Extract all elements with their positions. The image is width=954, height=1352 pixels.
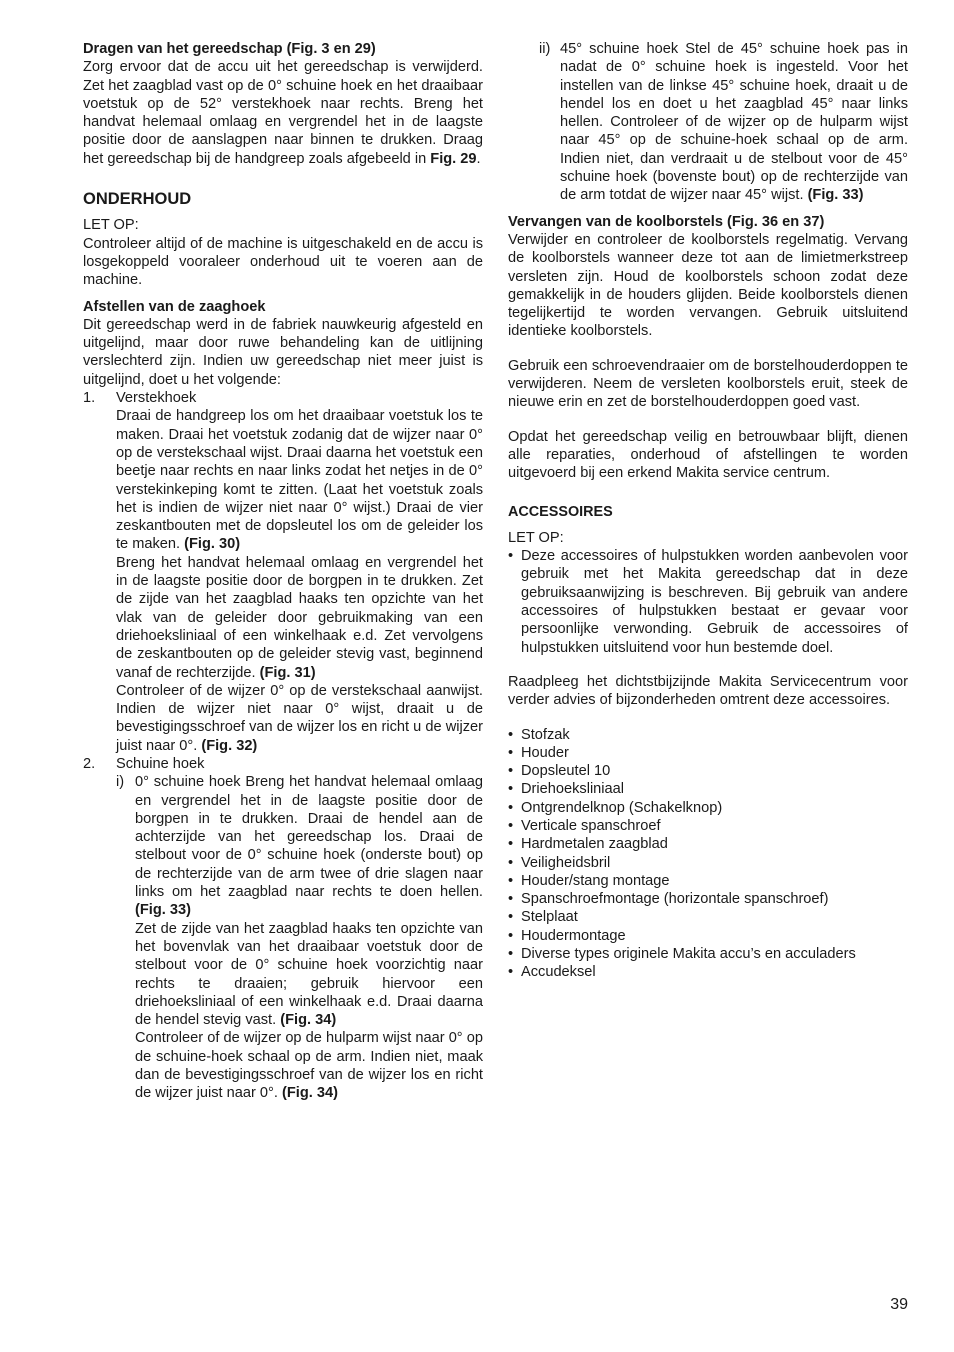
figure-ref: (Fig. 30) xyxy=(184,536,241,553)
figure-ref: (Fig. 33) xyxy=(807,187,864,204)
accessoires-warning: • Deze accessoires of hulpstukken worden aanbevolen voor gebruik met het Makita gereedschap dat in deze gebruiksaanwijzing is beschreven. Bij gebruik van andere accessoires of hulpstukken bestaat er gevaar voor persoonlijke verwonding. Gebruik de accessoires of hulpstukken uitsluitend voor hun bestemde doel. xyxy=(508,547,908,657)
paragraph-text: Controleer of de wijzer 0° op de verstekschaal aanwijst. Indien de wijzer niet naar 0° wijst, draait u de bevestigingsschroef van de wijzer los en richt u de wijzer juist naar 0°. xyxy=(116,682,483,754)
verstekhoek-paragraph-2 xyxy=(116,554,483,682)
sub-item-i xyxy=(83,773,483,1102)
dragen-text: Zorg ervoor dat de accu uit het gereedschap is verwijderd. Zet het zaagblad vast op de 0° schuine hoek en het draaibaar voetstuk op de 52° verstekhoek naar rechts. Breng het handvat helemaal omlaag en vergrendel het in de laagste positie door de aanslagpen naar binnen te drukken. Draag het gereedschap bij de handgreep zoals afgebeeld in xyxy=(83,59,483,167)
accessoires-warning-list xyxy=(508,547,908,657)
accessoires-intro: Raadpleeg het dichtstbijzijnde Makita Servicecentrum voor verder advies of bijzonderheden omtrent deze accessoires. xyxy=(508,673,908,709)
item-title: Schuine hoek xyxy=(116,755,205,772)
paragraph-text: Draai de handgreep los om het draaibaar voetstuk los te maken. Draai het voetstuk zodanig dat de wijzer naar 0° op de verstekschaal wijst. Draai daarna het voetstuk een beetje naar rechts en naar links zodat het netjes in de 0° verstekinkeping komt te zitten. (Laat het voetstuk zoals het is indien de wijzer niet naar 0° wijst.) Draai de vier zeskantbouten met de dopsleutel los om de geleider los te maken. xyxy=(116,408,483,553)
sub-i-paragraph-1 xyxy=(135,773,483,919)
item-number: 2. xyxy=(83,755,96,772)
accessoire-item: • Houder/stang montage xyxy=(508,872,908,890)
punctuation: . xyxy=(476,150,481,167)
onderhoud-letop: LET OP: xyxy=(83,217,139,234)
section-heading-koolborstels: Vervangen van de koolborstels (Fig. 36 en 37) xyxy=(508,213,825,230)
sub-i-paragraph-3 xyxy=(135,1029,483,1102)
item-title: Verstekhoek xyxy=(116,390,197,407)
accessoire-item: • Dopsleutel 10 xyxy=(508,762,908,780)
accessoire-item: • Verticale spanschroef xyxy=(508,817,908,835)
paragraph-text: Controleer of de wijzer op de hulparm wijst naar 0° op de schuine-hoek schaal op de arm. Indien niet, maak dan de bevestigingsschroef van de wijzer los en richt de wijzer juist naar 0°. xyxy=(135,1030,483,1102)
sub-item-number: i) xyxy=(116,774,125,791)
koolborstels-paragraph-1: Verwijder en controleer de koolborstels regelmatig. Vervang de koolborstels wanneer deze tot aan de limietmerkstreep versleten zijn. Houd de koolborstels schoon zodat deze gemakkelijk in de houders glijden. Beide koolborstels dienen tegelijkertijd te worden vervangen. Gebruik uitsluitend identieke koolborstels. xyxy=(508,231,908,340)
koolborstels-paragraph-3: Opdat het gereedschap veilig en betrouwbaar blijft, dienen alle reparaties, onderhoud of afstellingen te worden uitgevoerd bij een erkend Makita service centrum. xyxy=(508,428,908,482)
page-number: 39 xyxy=(890,1296,908,1313)
figure-ref: (Fig. 34) xyxy=(281,1085,338,1102)
figure-ref: (Fig. 33) xyxy=(135,902,191,919)
accessoire-item: • Ontgrendelknop (Schakelknop) xyxy=(508,799,908,817)
accessoire-item: • Veiligheidsbril xyxy=(508,854,908,872)
sub-item-number: ii) xyxy=(539,41,551,57)
paragraph-text: 45° schuine hoek Stel de 45° schuine hoek pas in nadat de 0° schuine hoek is ingesteld. Voor het instellen van de linkse 45° schuine hoek, draait u de hendel los en doet u het zaagblad 45° naar links hellen. Controleer of de wijzer op de hulparm wijst naar 45° op de schuine-hoek schaal op de arm. Indien niet, dan verdraait u de stelbout voor de 45° schuine hoek (bovenste bout) op de rechterzijde van de arm totdat de wijzer naar 45° wijst. xyxy=(560,41,908,204)
dragen-paragraph xyxy=(83,58,483,168)
paragraph-text: 0° schuine hoek Breng het handvat helemaal omlaag en vergrendel het in de laagste positie door de borgpen in te drukken. Draai de hendel aan de achterzijde van het gereedschap los. Draai de stelbout voor de 0° schuine hoek (onderste bout) op de rechterzijde van de arm twee of drie slagen naar links om het zaagblad naar rechts te doen hellen. xyxy=(135,774,483,901)
verstekhoek-paragraph-1 xyxy=(116,407,483,553)
section-heading-onderhoud: ONDERHOUD xyxy=(83,190,192,209)
verstekhoek-body xyxy=(83,407,483,755)
list-item-schuine-hoek xyxy=(83,755,483,773)
onderhoud-paragraph: Controleer altijd of de machine is uitgeschakeld en de accu is losgekoppeld vooraleer onderhoud uit te voeren aan de machine. xyxy=(83,235,483,289)
accessoire-item: • Houder xyxy=(508,744,908,762)
section-heading-dragen: Dragen van het gereedschap (Fig. 3 en 29) xyxy=(83,41,376,57)
right-column xyxy=(508,40,908,982)
sub-item-ii xyxy=(508,40,908,205)
accessoire-item: • Stofzak xyxy=(508,726,908,744)
sub-ii-paragraph xyxy=(560,40,908,205)
verstekhoek-paragraph-3 xyxy=(116,682,483,755)
accessoire-item: • Hardmetalen zaagblad xyxy=(508,835,908,853)
accessoire-item: • Stelplaat xyxy=(508,908,908,926)
koolborstels-paragraph-2: Gebruik een schroevendraaier om de borstelhouderdoppen te verwijderen. Neem de versleten koolborstels eruit, steek de nieuwe erin en zet de borstelhouderdoppen goed vast. xyxy=(508,357,908,411)
list-item-verstekhoek xyxy=(83,389,483,407)
figure-ref: Fig. 29 xyxy=(430,150,477,167)
figure-ref: (Fig. 31) xyxy=(259,664,316,681)
accessoire-item: • Spanschroefmontage (horizontale spanschroef) xyxy=(508,890,908,908)
accessoires-letop: LET OP: xyxy=(508,529,564,546)
paragraph-text: Breng het handvat helemaal omlaag en vergrendel het in de laagste positie door de borgpen in te drukken. Zet de zijde van het zaagblad haaks ten opzichte van het vlak van de geleider door gebruikmaking van een driehoeksliniaal of een winkelhaak e.d. Zet vervolgens de zeskantbouten op de geleider stevig vast, beginnend vanaf de rechterzijde. xyxy=(116,554,483,681)
sub-i-paragraph-2 xyxy=(135,920,483,1030)
accessoire-item: • Diverse types originele Makita accu’s en acculaders xyxy=(508,945,908,963)
accessoire-item: • Houdermontage xyxy=(508,927,908,945)
accessoire-item: • Accudeksel xyxy=(508,963,908,981)
figure-ref: (Fig. 34) xyxy=(280,1012,337,1029)
section-heading-accessoires: ACCESSOIRES xyxy=(508,503,613,520)
item-number: 1. xyxy=(83,390,96,407)
left-column xyxy=(83,40,483,1103)
paragraph-text: Zet de zijde van het zaagblad haaks ten opzichte van het bovenvlak van het draaibaar voetstuk door de stelbout voor de 0° schuine hoek voorzichtig naar rechts te draaien; gebruik hiervoor een driehoeksliniaal of een winkelhaak e.d. Draai daarna de hendel stevig vast. xyxy=(135,920,483,1029)
accessoires-list xyxy=(508,726,908,982)
afstellen-paragraph: Dit gereedschap werd in de fabriek nauwkeurig afgesteld en uitgelijnd, maar door ruwe behandeling kan de uitlijning verslechterd zijn. Indien uw gereedschap niet meer juist is uitgelijnd, doet u het volgende: xyxy=(83,316,483,388)
figure-ref: (Fig. 32) xyxy=(201,737,258,754)
accessoire-item: • Driehoeksliniaal xyxy=(508,780,908,798)
section-heading-afstellen: Afstellen van de zaaghoek xyxy=(83,298,266,315)
